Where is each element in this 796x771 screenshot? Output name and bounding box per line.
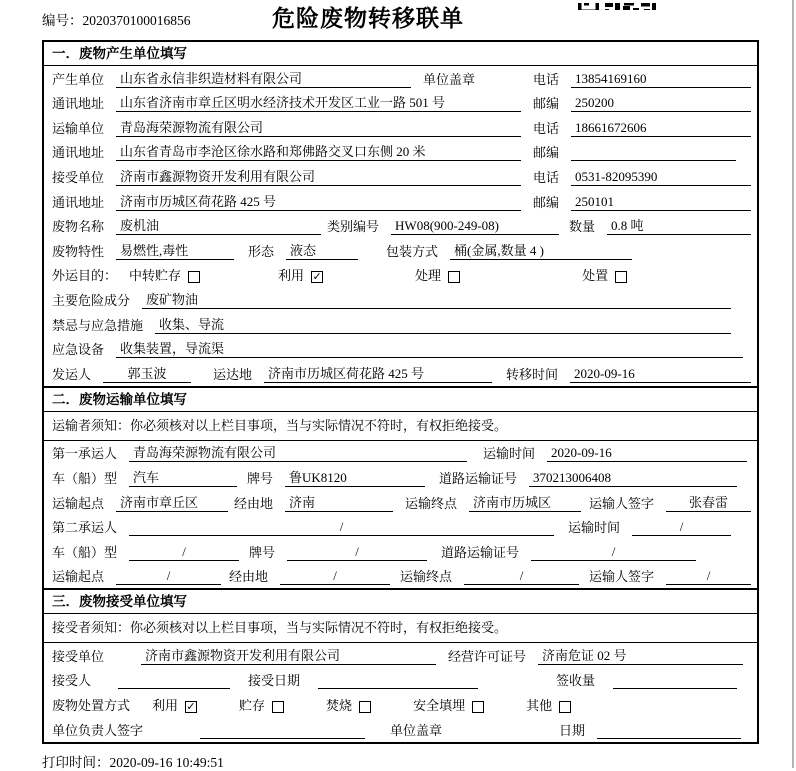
- receiver-address-value: 济南市历城区荷花路 425 号: [116, 194, 521, 211]
- field-transport-unit: [44, 115, 757, 140]
- checkbox-disposal-use-checked: ✓: [186, 701, 196, 714]
- transfer-time-value: 2020-09-16: [570, 366, 751, 383]
- field-responsible-signature: [44, 717, 757, 742]
- transport-zip-label: 邮编: [532, 145, 559, 161]
- packaging-label: 包装方式: [386, 243, 439, 259]
- route-end-2-label: 运输终点: [400, 569, 453, 585]
- transport-zip-value: [571, 159, 736, 161]
- shipper-value: 郭玉波: [103, 366, 191, 383]
- qr-code-partial: [578, 0, 658, 10]
- field-vehicle-2: [44, 539, 757, 564]
- producer-phone-value: 13854169160: [571, 71, 751, 88]
- field-hazard-component: [44, 287, 757, 312]
- transfer-time-label: 转移时间: [506, 366, 559, 382]
- transport-time-2-label: 运输时间: [568, 520, 621, 536]
- route-end-label: 运输终点: [405, 495, 458, 511]
- route-start-2-value: /: [116, 568, 221, 585]
- field-route-1: [44, 490, 757, 515]
- producer-address-value: 山东省济南市章丘区明水经济技术开发区工业一路 501 号: [116, 95, 521, 112]
- vehicle-type-value: 汽车: [129, 470, 237, 487]
- field-first-carrier: [44, 441, 757, 466]
- producer-unit-label: 产生单位: [52, 71, 105, 87]
- checkbox-disposal-other: [559, 701, 571, 713]
- license-value: 济南危证 02 号: [538, 648, 743, 665]
- field-accept-person: [44, 668, 757, 693]
- route-start-label: 运输起点: [52, 495, 105, 511]
- doc-number-value: 2020370100016856: [82, 13, 191, 28]
- accept-unit-label: 接受单位: [52, 648, 105, 664]
- field-accept-unit: [44, 643, 757, 668]
- road-permit-value: 370213006408: [529, 470, 737, 487]
- receiver-address-label: 通讯地址: [52, 194, 105, 210]
- checkbox-dispose: [615, 271, 627, 283]
- producer-zip-value: 250200: [571, 95, 751, 112]
- section-producer: [44, 42, 757, 386]
- transport-time-2-value: /: [632, 519, 731, 536]
- vehicle-type-label: 车（船）型: [52, 470, 118, 486]
- producer-unit-value: 山东省永信非织造材料有限公司: [116, 71, 411, 88]
- unit-seal-label: 单位盖章: [423, 71, 476, 87]
- second-carrier-value: /: [129, 519, 554, 536]
- receiver-phone-label: 电话: [532, 169, 559, 185]
- vehicle-type-2-value: /: [129, 544, 239, 561]
- route-via-value: 济南: [285, 495, 393, 512]
- unit-seal-2-label: 单位盖章: [390, 722, 443, 738]
- print-time-label: 打印时间：: [42, 755, 110, 770]
- field-second-carrier: [44, 515, 757, 540]
- purpose-label: 外运目的：: [52, 268, 118, 284]
- field-receiver-address: [44, 189, 757, 214]
- signed-qty-value: [613, 687, 737, 689]
- producer-zip-label: 邮编: [532, 96, 559, 112]
- section-3-title: 三．废物接受单位填写: [44, 590, 757, 614]
- responsible-sign-label: 单位负责人签字: [52, 722, 144, 738]
- disposal-option-burn: 焚烧: [326, 698, 353, 714]
- field-disposal-method: [44, 692, 757, 717]
- destination-label: 运达地: [213, 366, 253, 382]
- transport-phone-label: 电话: [532, 120, 559, 136]
- signed-qty-label: 签收量: [556, 673, 596, 689]
- route-via-2-value: /: [280, 568, 390, 585]
- field-emergency-measures: [44, 312, 757, 337]
- responsible-sign-value: [200, 737, 365, 739]
- field-vehicle-1: [44, 465, 757, 490]
- carrier-sign-value: 张春雷: [666, 495, 751, 512]
- field-route-2: [44, 564, 757, 589]
- first-carrier-label: 第一承运人: [52, 446, 118, 462]
- form-title: 危险废物转移联单: [272, 6, 464, 31]
- receiver-notice: 接受者须知：你必须核对以上栏目事项，当与实际情况不符时，有权拒绝接受。: [44, 614, 757, 643]
- route-end-2-value: /: [464, 568, 579, 585]
- equipment-label: 应急设备: [52, 342, 105, 358]
- checkbox-disposal-landfill: [472, 701, 484, 713]
- producer-address-label: 通讯地址: [52, 96, 105, 112]
- sign-date-value: [597, 737, 741, 739]
- purpose-option-use: 利用: [278, 268, 305, 284]
- road-permit-label: 道路运输证号: [439, 470, 518, 486]
- accept-date-value: [318, 687, 478, 689]
- transport-address-value: 山东省青岛市李沧区徐水路和郑佛路交叉口东侧 20 米: [116, 144, 521, 161]
- hazard-label: 主要危险成分: [52, 292, 131, 308]
- field-producer-address: [44, 91, 757, 116]
- checkbox-disposal-burn: [359, 701, 371, 713]
- section-2-title: 二．废物运输单位填写: [44, 388, 757, 412]
- category-code-value: HW08(900-249-08): [391, 218, 559, 235]
- field-transport-address: [44, 140, 757, 165]
- route-via-label: 经由地: [234, 495, 274, 511]
- plate-label: 牌号: [247, 470, 274, 486]
- purpose-option-dispose: 处置: [582, 268, 609, 284]
- field-shipper: [44, 361, 757, 386]
- route-start-value: 济南市章丘区: [116, 495, 228, 512]
- hazard-value: 废矿物油: [142, 292, 731, 309]
- route-via-2-label: 经由地: [229, 569, 269, 585]
- field-producer-unit: [44, 66, 757, 91]
- accept-date-label: 接受日期: [248, 673, 301, 689]
- quantity-label: 数量: [569, 219, 596, 235]
- first-carrier-value: 青岛海荣源物流有限公司: [129, 445, 467, 462]
- transport-address-label: 通讯地址: [52, 145, 105, 161]
- print-time: [42, 751, 224, 771]
- purpose-option-storage: 中转贮存: [129, 268, 182, 284]
- vehicle-type-2-label: 车（船）型: [52, 544, 118, 560]
- checkbox-disposal-store: [272, 701, 284, 713]
- shipper-label: 发运人: [52, 366, 92, 382]
- road-permit-2-value: /: [531, 544, 696, 561]
- receiver-zip-label: 邮编: [532, 194, 559, 210]
- transport-time-value: 2020-09-16: [547, 445, 747, 462]
- field-transfer-purpose: [44, 263, 757, 288]
- producer-phone-label: 电话: [532, 71, 559, 87]
- license-label: 经营许可证号: [448, 648, 527, 664]
- measures-label: 禁忌与应急措施: [52, 317, 144, 333]
- field-waste-props: [44, 238, 757, 263]
- disposal-option-landfill: 安全填埋: [413, 698, 466, 714]
- waste-name-label: 废物名称: [52, 219, 105, 235]
- transport-phone-value: 18661672606: [571, 120, 751, 137]
- transporter-notice: 运输者须知：你必须核对以上栏目事项，当与实际情况不符时，有权拒绝接受。: [44, 412, 757, 441]
- waste-props-label: 废物特性: [52, 243, 105, 259]
- measures-value: 收集、导流: [155, 317, 731, 334]
- carrier-sign-2-value: /: [666, 568, 751, 585]
- quantity-value: 0.8 吨: [607, 218, 751, 235]
- sign-date-label: 日期: [559, 722, 586, 738]
- plate-2-label: 牌号: [249, 544, 276, 560]
- section-receiver: [44, 588, 757, 741]
- destination-value: 济南市历城区荷花路 425 号: [264, 366, 492, 383]
- carrier-sign-2-label: 运输人签字: [589, 569, 655, 585]
- route-end-value: 济南市历城区: [469, 495, 581, 512]
- disposal-option-other: 其他: [526, 698, 553, 714]
- doc-number-label: 编号：: [42, 13, 83, 28]
- checkbox-treat: [448, 271, 460, 283]
- accept-person-label: 接受人: [52, 673, 92, 689]
- accept-person-value: [118, 687, 230, 689]
- checkbox-use-checked: ✓: [312, 271, 322, 284]
- plate-2-value: /: [287, 544, 427, 561]
- field-waste-name: [44, 214, 757, 239]
- transport-unit-label: 运输单位: [52, 120, 105, 136]
- receiver-unit-value: 济南市鑫源物资开发利用有限公司: [116, 169, 521, 186]
- transfer-form-table: [42, 40, 759, 744]
- waste-name-value: 废机油: [116, 218, 321, 235]
- receiver-unit-label: 接受单位: [52, 169, 105, 185]
- purpose-option-treat: 处理: [415, 268, 442, 284]
- equipment-value: 收集装置，导流渠: [116, 341, 743, 358]
- category-code-label: 类别编号: [327, 219, 380, 235]
- field-emergency-equipment: [44, 337, 757, 362]
- disposal-option-store: 贮存: [239, 698, 266, 714]
- accept-unit-value: 济南市鑫源物资开发利用有限公司: [141, 648, 436, 665]
- carrier-sign-label: 运输人签字: [589, 495, 655, 511]
- route-start-2-label: 运输起点: [52, 569, 105, 585]
- packaging-value: 桶(金属,数量 4 ): [450, 243, 632, 260]
- waste-props-value: 易燃性,毒性: [116, 243, 234, 260]
- disposal-option-use: 利用: [152, 698, 179, 714]
- road-permit-2-label: 道路运输证号: [441, 544, 520, 560]
- second-carrier-label: 第二承运人: [52, 520, 118, 536]
- print-time-value: 2020-09-16 10:49:51: [109, 755, 224, 770]
- receiver-phone-value: 0531-82095390: [571, 169, 751, 186]
- page-right-edge: [792, 0, 794, 768]
- field-receiver-unit: [44, 164, 757, 189]
- form-state-label: 形态: [248, 243, 275, 259]
- section-transporter: [44, 386, 757, 589]
- receiver-zip-value: 250101: [571, 194, 751, 211]
- form-state-value: 液态: [286, 243, 358, 260]
- disposal-label: 废物处置方式: [52, 698, 131, 714]
- section-1-title: 一．废物产生单位填写: [44, 42, 757, 66]
- transport-unit-value: 青岛海荣源物流有限公司: [116, 120, 521, 137]
- plate-value: 鲁UK8120: [285, 470, 425, 487]
- transport-time-label: 运输时间: [483, 446, 536, 462]
- checkbox-storage: [188, 271, 200, 283]
